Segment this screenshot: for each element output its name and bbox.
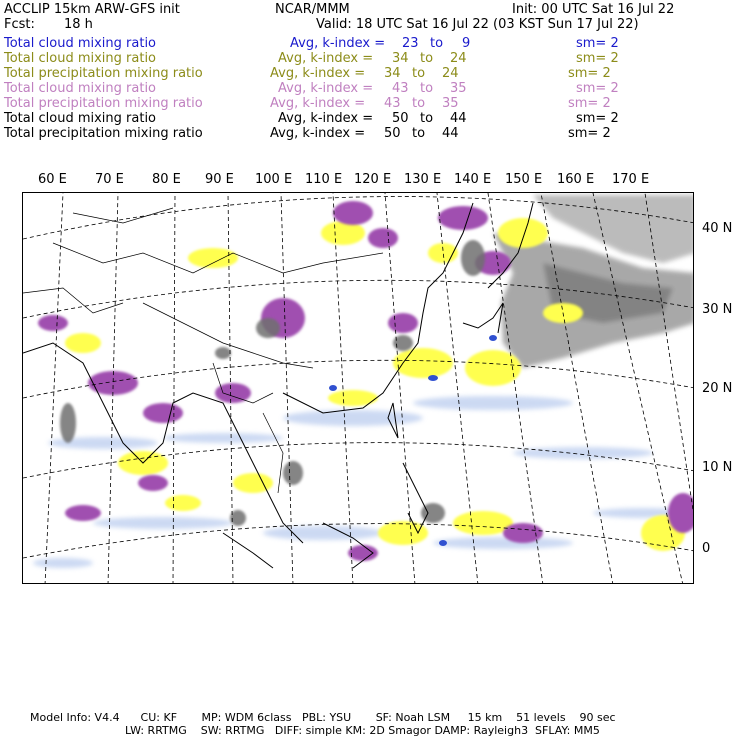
field-name: Total precipitation mixing ratio bbox=[4, 66, 203, 81]
field-k1: 23 bbox=[402, 36, 419, 51]
field-avg: Avg, k-index = bbox=[290, 36, 386, 51]
field-to: to bbox=[430, 36, 444, 51]
center-label: NCAR/MMM bbox=[275, 2, 350, 17]
lat-label: 30 N bbox=[702, 302, 733, 317]
model-info-line2: LW: RRTMG SW: RRTMG DIFF: simple KM: 2D Smagor DAMP: Rayleigh3 SFLAY: MM5 bbox=[125, 724, 600, 737]
field-avg: Avg, k-index = bbox=[270, 66, 366, 81]
init-time: Init: 00 UTC Sat 16 Jul 22 bbox=[512, 2, 675, 17]
field-k2: 24 bbox=[442, 66, 459, 81]
field-k2: 35 bbox=[442, 96, 459, 111]
field-avg: Avg, k-index = bbox=[278, 51, 374, 66]
field-sm: sm= 2 bbox=[576, 81, 619, 96]
model-title: ACCLIP 15km ARW-GFS init bbox=[4, 2, 180, 17]
model-info-line1: Model Info: V4.4 CU: KF MP: WDM 6class PBL: YSU SF: Noah LSM 15 km 51 levels 90 sec bbox=[30, 711, 616, 724]
lon-label: 100 E bbox=[255, 172, 293, 187]
field-name: Total cloud mixing ratio bbox=[4, 51, 157, 66]
field-avg: Avg, k-index = bbox=[270, 96, 366, 111]
lon-label: 80 E bbox=[152, 172, 181, 187]
field-name: Total cloud mixing ratio bbox=[4, 36, 157, 51]
lon-label: 70 E bbox=[95, 172, 124, 187]
lon-label: 150 E bbox=[505, 172, 543, 187]
map-canvas bbox=[23, 193, 694, 584]
field-to: to bbox=[420, 111, 434, 126]
field-k2: 44 bbox=[442, 126, 459, 141]
field-to: to bbox=[412, 66, 426, 81]
field-k2: 35 bbox=[450, 81, 467, 96]
fcst-label: Fcst: bbox=[4, 17, 35, 32]
lat-label: 10 N bbox=[702, 460, 733, 475]
field-sm: sm= 2 bbox=[576, 111, 619, 126]
lon-label: 130 E bbox=[404, 172, 442, 187]
field-avg: Avg, k-index = bbox=[278, 111, 374, 126]
field-avg: Avg, k-index = bbox=[278, 81, 374, 96]
lon-label: 120 E bbox=[354, 172, 392, 187]
lat-label: 0 bbox=[702, 541, 711, 556]
field-k2: 44 bbox=[450, 111, 467, 126]
field-to: to bbox=[420, 51, 434, 66]
field-avg: Avg, k-index = bbox=[270, 126, 366, 141]
weather-map bbox=[22, 192, 694, 584]
lon-label: 60 E bbox=[38, 172, 67, 187]
lon-label: 140 E bbox=[454, 172, 492, 187]
field-k1: 34 bbox=[392, 51, 409, 66]
field-k2: 9 bbox=[462, 36, 471, 51]
field-sm: sm= 2 bbox=[568, 126, 611, 141]
valid-time: Valid: 18 UTC Sat 16 Jul 22 (03 KST Sun 17 Jul 22) bbox=[316, 17, 639, 32]
lon-label: 170 E bbox=[612, 172, 650, 187]
field-name: Total cloud mixing ratio bbox=[4, 81, 157, 96]
lat-label: 40 N bbox=[702, 221, 733, 236]
field-sm: sm= 2 bbox=[576, 51, 619, 66]
field-sm: sm= 2 bbox=[568, 96, 611, 111]
field-to: to bbox=[412, 126, 426, 141]
field-sm: sm= 2 bbox=[576, 36, 619, 51]
field-to: to bbox=[412, 96, 426, 111]
field-k1: 43 bbox=[384, 96, 401, 111]
field-name: Total precipitation mixing ratio bbox=[4, 126, 203, 141]
field-k1: 34 bbox=[384, 66, 401, 81]
field-k2: 24 bbox=[450, 51, 467, 66]
light-cloud-streaks bbox=[33, 396, 693, 568]
field-k1: 43 bbox=[392, 81, 409, 96]
field-name: Total cloud mixing ratio bbox=[4, 111, 157, 126]
lon-label: 90 E bbox=[205, 172, 234, 187]
field-k1: 50 bbox=[384, 126, 401, 141]
fcst-value: 18 h bbox=[64, 17, 93, 32]
field-k1: 50 bbox=[392, 111, 409, 126]
lon-label: 160 E bbox=[557, 172, 595, 187]
lon-label: 110 E bbox=[305, 172, 343, 187]
field-sm: sm= 2 bbox=[568, 66, 611, 81]
lat-label: 20 N bbox=[702, 381, 733, 396]
field-name: Total precipitation mixing ratio bbox=[4, 96, 203, 111]
field-to: to bbox=[420, 81, 434, 96]
